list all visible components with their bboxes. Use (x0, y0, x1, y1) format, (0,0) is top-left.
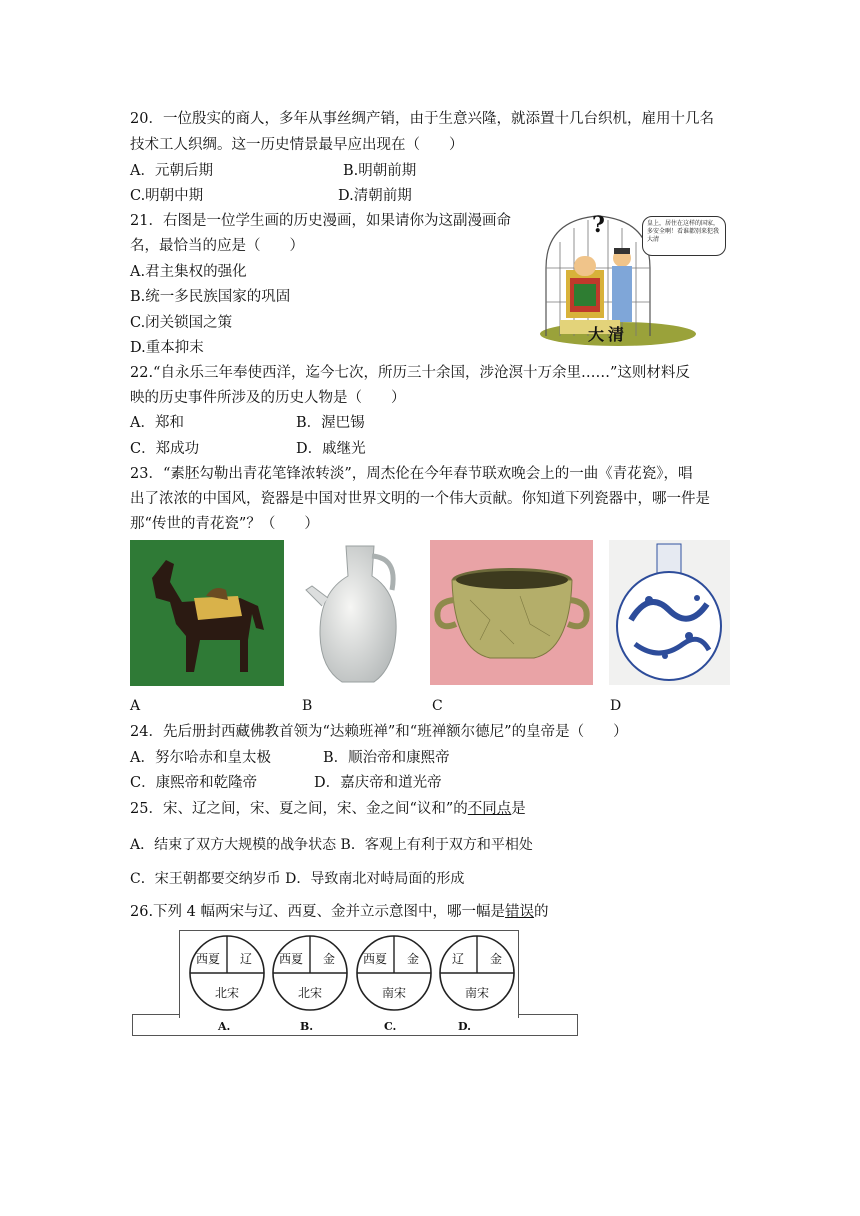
q26-b-bottom: 北宋 (297, 986, 322, 1000)
cartoon-question-mark: ? (592, 212, 605, 238)
q26-circle-b-icon (270, 932, 350, 1014)
q26-stem-pre: 26.下列 4 幅两宋与辽、西夏、金并立示意图中，哪一幅是 (130, 904, 506, 920)
q21-option-b: B.统一多民族国家的巩固 (130, 289, 291, 305)
q22-option-b: B．渥巴锡 (296, 415, 365, 431)
q26-b-topright: 金 (322, 952, 335, 966)
q26-diagram-b (270, 932, 350, 1014)
q23-stem-line1: 23．“素胚勾勒出青花笔锋浓转淡”，周杰伦在今年春节联欢晚会上的一曲《青花瓷》，唱 (130, 466, 693, 482)
speech-bubble: 皇上，居住在这样的国家，多安全啊！看谁都别来犯我大清 (642, 216, 726, 256)
blue-white-porcelain-flask-image (609, 540, 730, 685)
q24-option-a: A．努尔哈赤和皇太极 (130, 750, 271, 766)
q21-option-a: A.君主集权的强化 (130, 264, 247, 280)
q26-circle-a-icon (187, 932, 267, 1014)
q26-stem (130, 903, 549, 921)
q26-label-d: D. (458, 1020, 471, 1033)
q24-option-b: B．顺治帝和康熙帝 (323, 750, 450, 766)
q26-d-bottom: 南宋 (464, 986, 489, 1000)
q26-diagram-c (354, 932, 434, 1014)
q26-circle-d-icon (437, 932, 517, 1014)
q26-b-topleft: 西夏 (278, 952, 303, 966)
horse-icon (130, 540, 284, 686)
q23-label-c: C (432, 698, 443, 714)
q23-label-b: B (302, 698, 313, 714)
q26-label-b: B. (300, 1020, 314, 1033)
q21-stem-line1: 21．右图是一位学生画的历史漫画，如果请你为这副漫画命 (130, 213, 511, 229)
q22-option-d: D．戚继光 (296, 441, 366, 457)
q20-stem-line1: 20．一位殷实的商人，多年从事丝绸产销，由于生意兴隆，就添置十几台织机，雇用十几名 (130, 111, 714, 127)
q25-stem-post: 是 (511, 801, 526, 817)
ewer-icon (302, 540, 410, 690)
tang-sancai-horse-image (130, 540, 284, 686)
q21-stem-line2: 名，最恰当的应是（ ） (130, 238, 304, 254)
q24-option-c: C．康熙帝和乾隆帝 (130, 775, 258, 791)
q23-label-a: A (130, 698, 141, 714)
q22-option-a: A．郑和 (130, 415, 184, 431)
cartoon-image (538, 208, 730, 348)
q26-circle-c-icon (354, 932, 434, 1014)
q21-option-c: C.闭关锁国之策 (130, 315, 233, 331)
q20-option-b: B.明朝前期 (343, 163, 417, 179)
q26-stem-post: 的 (534, 904, 549, 920)
q26-diagram-a (187, 932, 267, 1014)
q20-option-d: D.清朝前期 (338, 188, 412, 204)
q26-c-topright: 金 (406, 952, 419, 966)
q26-label-c: C. (384, 1020, 397, 1033)
q22-option-c: C．郑成功 (130, 441, 200, 457)
q25-options-cd: C．宋王朝都要交纳岁币 D．导致南北对峙局面的形成 (130, 871, 465, 887)
q22-stem-line2: 映的历史事件所涉及的历史人物是（ ） (130, 390, 406, 406)
q26-d-topleft: 辽 (451, 952, 464, 966)
q26-c-topleft: 西夏 (362, 952, 387, 966)
q25-stem-pre: 25．宋、辽之间，宋、夏之间，宋、金之间“议和”的 (130, 801, 468, 817)
q26-a-topleft: 西夏 (195, 952, 220, 966)
q26-c-bottom: 南宋 (381, 986, 406, 1000)
censer-icon (430, 540, 593, 685)
q23-label-d: D (610, 698, 622, 714)
q26-d-topright: 金 (489, 952, 502, 966)
crackle-glaze-censer-image (430, 540, 593, 685)
q24-option-d: D．嘉庆帝和道光帝 (314, 775, 442, 791)
q23-stem-line3: 那“传世的青花瓷”？（ ） (130, 516, 319, 532)
q24-stem-line1: 24．先后册封西藏佛教首领为“达赖班禅”和“班禅额尔德尼”的皇帝是（ ） (130, 724, 628, 740)
q26-a-bottom: 北宋 (214, 986, 239, 1000)
q20-stem-line2: 技术工人织绸。这一历史情景最早应出现在（ ） (130, 137, 464, 153)
q21-option-d: D.重本抑末 (130, 340, 204, 356)
q22-stem-line1: 22.“自永乐三年奉使西洋，迄今七次，所历三十余国，涉沧溟十万余里……”这则材料反 (130, 365, 690, 381)
q26-diagram-d (437, 932, 517, 1014)
q20-option-a: A．元朝后期 (130, 163, 213, 179)
blue-white-vase-icon (609, 540, 730, 685)
q25-stem (130, 800, 526, 818)
q26-a-topright: 辽 (239, 952, 252, 966)
q25-stem-underlined: 不同点 (467, 801, 512, 817)
cartoon-ground-text: 大清 (588, 325, 629, 344)
q25-options-ab: A．结束了双方大规模的战争状态 B．客观上有利于双方和平相处 (130, 837, 533, 853)
q26-stem-underlined: 错误 (505, 904, 535, 920)
white-porcelain-ewer-image (302, 540, 410, 690)
q26-label-a: A. (218, 1020, 231, 1033)
q20-option-c: C.明朝中期 (130, 188, 204, 204)
q23-stem-line2: 出了浓浓的中国风，瓷器是中国对世界文明的一个伟大贡献。你知道下列瓷器中，哪一件是 (130, 491, 710, 507)
